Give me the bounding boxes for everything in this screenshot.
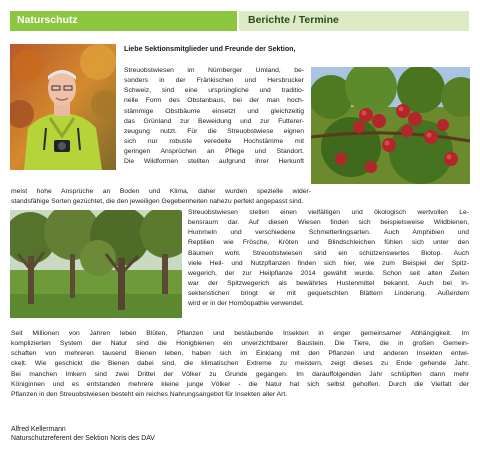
greeting-line: Liebe Sektionsmitglieder und Freunde der Sektion, [124,45,296,53]
text-line: wird er in der Homöopathie verwendet. [188,300,304,308]
text-line: Streuobstwiesen im Nürnberger Umland, be- [124,67,304,74]
text-line: Schweiz, sind eine ursprüngliche und traditio- [124,87,304,95]
text-line: war der Spitzwegerich als bewährtes Hustenmittel bekannt. Auch bei In- [188,280,469,288]
text-line: sich nur robuste veredelte Hochstämme mit [124,138,304,146]
text-line: sektenstichen bringt er mit gequetschten Blättern Linderung. Außerdem [188,290,469,298]
text-line: Die Wildformen stellten aufgrund ihrer Herkunft [124,158,304,166]
text-line: Pflanzen in den Streuobstwiesen besteht ein reiches Nahrungsangebot für Insekten aller Art. [11,390,288,398]
text-line: stämmige Obstbäume einsetzt und gleichzeitig [124,107,304,115]
paragraph-1-bottom [11,187,311,207]
text-line: meist hohe Ansprüche an Boden und Klima, daher wurden spezielle wider- [11,188,311,195]
paragraph-3 [11,329,469,400]
text-line: Bei manchen Imkern sind zwei Drittel der Völker zu Grunde gegangen. Im darauffolgenden Jahr schlüpften dann mehr [11,370,469,378]
category-tab-naturschutz [10,11,237,31]
text-line: komplizierten System der Natur sind die Honigbienen ein unverzichtbarer Baustein. Die Tiere, die in großen Gemein- [11,340,469,348]
text-line: Hummeln und verschiedene Schmetterlingsarten. Auch Amphibien und [188,229,469,237]
orchard-meadow-photo [10,210,182,318]
text-line: zeugung nutzt. Für die Streuobstwiese eignen [124,127,304,135]
author-name: Alfred Kellermann [11,426,66,433]
category-tab-berichte [239,11,469,31]
text-line: Streuobstwiesen stellen einen vielfältigen und ökologisch wertvollen Le- [188,209,469,216]
text-line: geringen Ansprüchen an Pflege und Standort. [124,148,304,156]
paragraph-1-top [124,66,304,168]
text-line: Bäumen wohl. Streuobstwiesen sind ein schützenswertes Biotop. Auch [188,249,469,257]
author-role: Naturschutzreferent der Sektion Noris des DAV [11,435,155,442]
text-line: Seit Millionen von Jahren leben Blüten, Pflanzen und bestäubende Insekten in enger gemeinsamer Abhängigkeit. Im [11,330,469,337]
text-line: viele Heil- und Nutzpflanzen finden sich hier, wie zum Beispiel der Spitz- [188,259,469,267]
text-line: Königinnen und es entstanden mehrere kleine junge Völker - die Natur hat sich selbst geholfen. Durch die Vielfalt der [11,380,469,388]
text-line: ckelt. Wie geschickt die Bienen dabei sind, die klimatischen Extreme zu meistern, zeigt dieses zu Ende gehende Jahr. [11,360,469,368]
text-line: nelle Form des Obstanbaus, bei der man hoch- [124,97,304,105]
section-title: Berichte / Termine [248,14,339,26]
text-line: schaften von mehreren tausend Bienen leben, haben sich im Einklang mit den Pflanzen und anderen Insekten entwi- [11,350,469,358]
author-photo [10,44,116,170]
section-header [10,11,469,31]
apple-tree-photo [311,67,470,184]
text-line: wegerich, der zur Heilpflanze 2014 gewählt wurde. Schon seit alten Zeiten [188,269,469,277]
text-line: standsfähige Sorten gezüchtet, die den jeweiligen Gegebenheiten nahezu perfekt angepasst sind. [11,198,304,206]
text-line: sonders in der Fränkischen und Hersbrucker [124,77,304,85]
category-title: Naturschutz [17,14,78,26]
signature-block [11,425,155,443]
text-line: Reptilien wie Frösche, Kröten und Blindschleichen fühlen sich unter den [188,239,469,247]
paragraph-2 [188,208,469,310]
text-line: bensraum dar. Auf diesen Wiesen finden sich beispielsweise Wildbienen, [188,219,469,227]
text-line: das Grünland zur Beweidung und zur Futterer- [124,117,304,125]
